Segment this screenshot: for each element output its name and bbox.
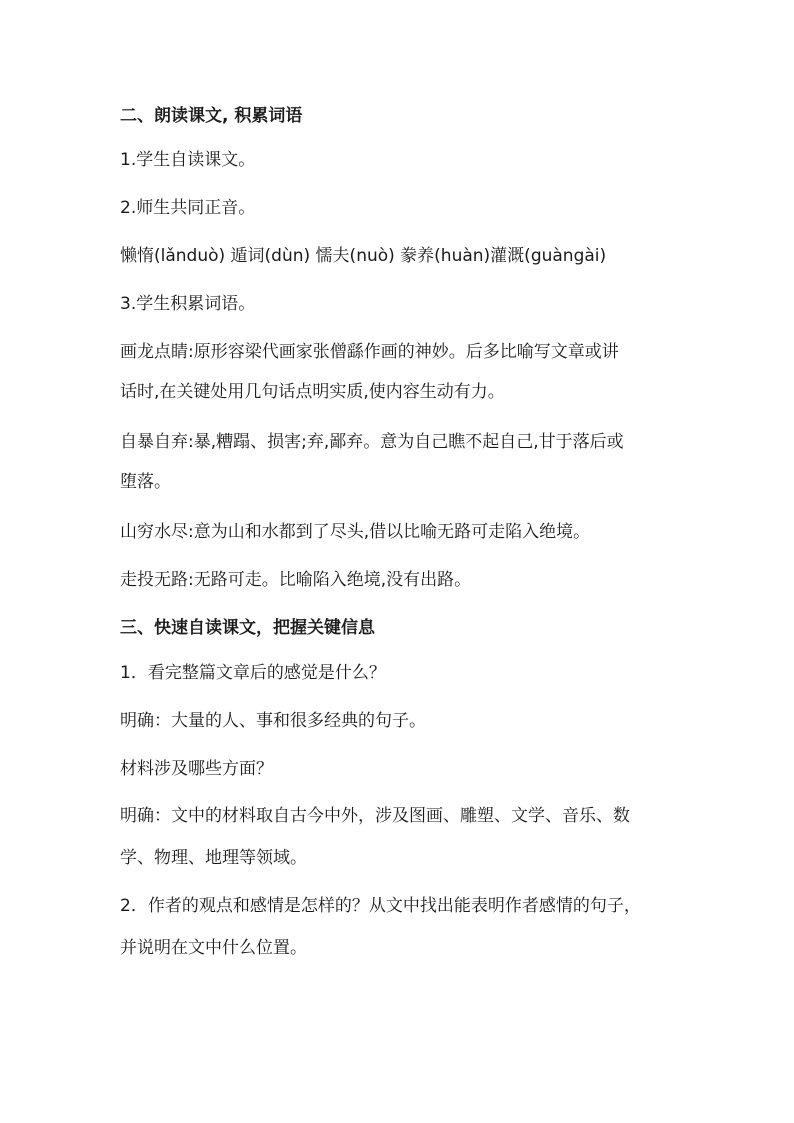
question1-text: 1．看完整篇文章后的感觉是什么？	[120, 663, 386, 683]
idiom3-text: 山穷水尽:意为山和水都到了尽头,借以比喻无路可走陷入绝境。	[120, 522, 591, 542]
question2-line1: 2．作者的观点和感情是怎样的？从文中找出能表明作者感情的句子，	[120, 896, 641, 916]
idiom1-line2: 话时,在关键处用几句话点明实质,使内容生动有力。	[120, 382, 505, 402]
answer1b-line2: 学、物理、地理等领域。	[120, 848, 307, 868]
idiom1-line1: 画龙点睛:原形容梁代画家张僧繇作画的神妙。后多比喻写文章或讲	[120, 342, 619, 362]
idiom2-line1: 自暴自弃:暴,糟蹋、损害;弃,鄙弃。意为自己瞧不起自己,甘于落后或	[120, 432, 624, 452]
question2-line2: 并说明在文中什么位置。	[120, 938, 307, 958]
idiom2-line2: 堕落。	[120, 472, 171, 492]
idiom4-text: 走投无路:无路可走。比喻陷入绝境,没有出路。	[120, 570, 472, 590]
pinyin-line: 懒惰(lǎnduò) 遁词(dùn) 懦夫(nuò) 豢养(huàn)灌溉(guàngài)	[120, 246, 607, 266]
answer1b-line1: 明确：文中的材料取自古今中外，涉及图画、雕塑、文学、音乐、数	[120, 806, 630, 826]
step2-text: 2.师生共同正音。	[120, 198, 256, 218]
question1b-text: 材料涉及哪些方面？	[120, 759, 273, 779]
answer1-text: 明确：大量的人、事和很多经典的句子。	[120, 711, 426, 731]
section3-heading: 三、快速自读课文，把握关键信息	[120, 618, 375, 638]
section2-heading: 二、朗读课文, 积累词语	[120, 106, 303, 126]
step3-text: 3.学生积累词语。	[120, 294, 256, 314]
step1-text: 1.学生自读课文。	[120, 150, 256, 170]
